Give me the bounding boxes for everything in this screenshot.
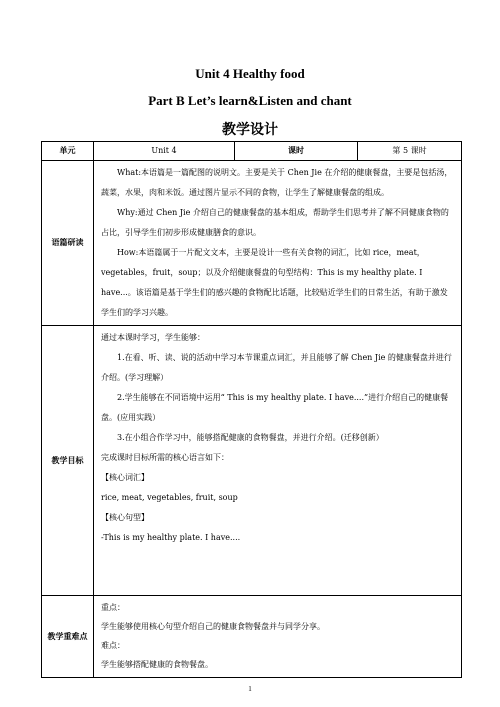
focus-label: 重点： (101, 603, 125, 612)
info-row (42, 142, 462, 161)
core-vocab: rice, meat, vegetables, fruit, soup (101, 493, 238, 502)
document-subtitle: Part B Let’s learn&Listen and chant (148, 93, 352, 108)
difficulty-label: 难点： (101, 641, 125, 650)
key-points-label: 教学重难点 (42, 596, 94, 678)
text-study-what: What:本语篇是一篇配图的说明文。主要是关于 Chen Jie 在介绍的健康餐盘，主要是包括汤，蔬菜，水果，肉和米饭。通过图片显示不同的食物，让学生了解健康餐盘的组成。 (101, 168, 453, 197)
core-language-intro: 完成课时目标所需的核心语言如下： (101, 453, 229, 462)
period-label: 课时 (235, 142, 358, 161)
objectives-row (42, 326, 462, 596)
section-heading: 教学设计 (222, 122, 278, 138)
document-title: Unit 4 Healthy food (195, 66, 305, 81)
period-value: 第 5 课时 (358, 142, 462, 161)
lesson-plan-table (41, 141, 462, 678)
objectives-label: 教学目标 (42, 326, 94, 596)
key-points-content (94, 596, 462, 678)
core-vocab-label: 【核心词汇】 (101, 473, 149, 482)
key-points-row (42, 596, 462, 678)
objectives-content (94, 326, 462, 596)
objectives-intro: 通过本课时学习，学生能够： (101, 333, 205, 342)
difficulty-text: 学生能够搭配健康的食物餐盘。 (101, 660, 213, 669)
core-sentence: -This is my healthy plate. I have.... (101, 533, 241, 542)
text-study-label: 语篇研读 (42, 161, 94, 326)
text-study-why: Why:通过 Chen Jie 介绍自己的健康餐盘的基本组成，帮助学生们思考并了解不同健康食物的占比，引导学生们初步形成健康膳食的意识。 (101, 208, 449, 237)
objective-item-1: 1.在看、听、读、说的活动中学习本节课重点词汇，并且能够了解 Chen Jie 的健康餐盘并进行介绍。(学习理解） (101, 353, 452, 382)
text-study-how: How:本语篇属于一片配文文本，主要是设计一些有关食物的词汇，比如 rice，meat，vegetables，fruit，soup；以及介绍健康餐盘的句型结构：This is my healthy plate. I have...。该语篇是基于学生们的感兴趣的食物配比话题，比较贴近学生们的日常生活，有助于激发学生们的学习兴趣。 (101, 248, 448, 317)
objective-item-3: 3.在小组合作学习中，能够搭配健康的食物餐盘，并进行介绍。(迁移创新） (117, 433, 384, 442)
unit-value: Unit 4 (94, 142, 235, 161)
core-sentence-label: 【核心句型】 (101, 513, 149, 522)
unit-label: 单元 (42, 142, 94, 161)
text-study-row (42, 161, 462, 326)
text-study-content (94, 161, 462, 326)
objective-item-2: 2.学生能够在不同语境中运用“ This is my healthy plate. I have....”进行介绍自己的健康餐盘。(应用实践） (101, 393, 449, 422)
focus-text: 学生能够使用核心句型介绍自己的健康食物餐盘并与同学分享。 (101, 622, 325, 631)
page-number: 1 (248, 685, 252, 693)
